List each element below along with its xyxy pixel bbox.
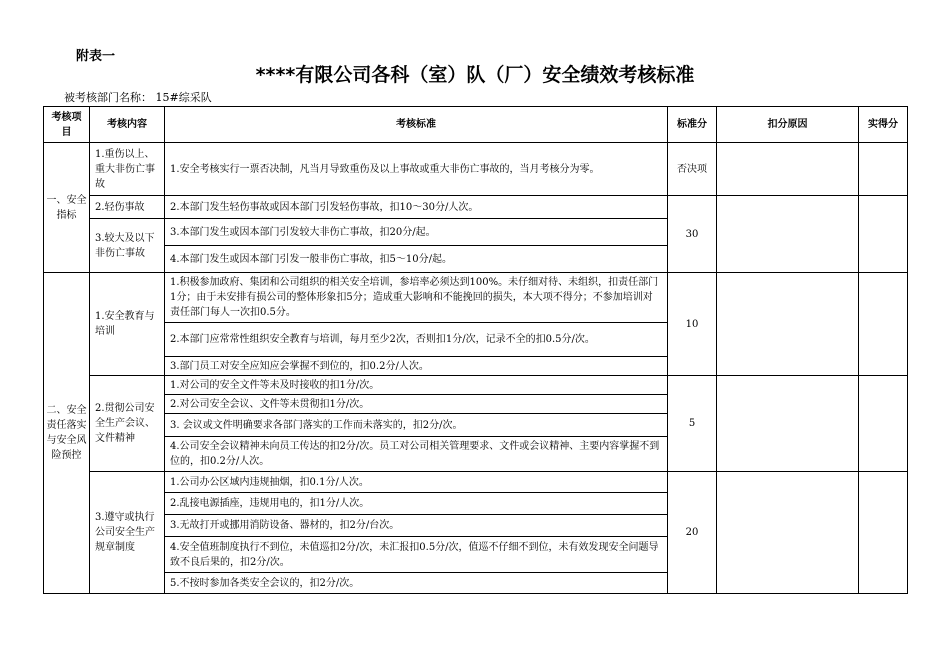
standard-cell: 1.对公司的安全文件等未及时接收的扣1分/次。 (165, 376, 668, 395)
standard-cell: 3. 会议或文件明确要求各部门落实的工作而未落实的，扣2分/次。 (165, 414, 668, 437)
actual-cell[interactable] (859, 143, 908, 196)
standard-cell: 1.积极参加政府、集团和公司组织的相关安全培训，参培率必须达到100%。未仔细对待、未组织，扣责任部门1分；由于未安排有损公司的整体形象扣5分；造成重大影响和不能挽回的损失，本大项不得分；不参加培训对责任部门每人一次扣0.5分。 (165, 273, 668, 323)
standard-cell: 2.本部门发生轻伤事故或因本部门引发轻伤事故，扣10～30分/人次。 (165, 196, 668, 219)
score-cell: 10 (668, 273, 717, 376)
standard-cell: 1.安全考核实行一票否决制，凡当月导致重伤及以上事故或重大非伤亡事故的，当月考核分为零。 (165, 143, 668, 196)
annex-label: 附表一 (76, 49, 116, 64)
header-actual: 实得分 (859, 107, 908, 143)
actual-cell[interactable] (859, 273, 908, 376)
standard-cell: 2.乱接电源插座，违规用电的，扣1分/人次。 (165, 493, 668, 515)
actual-cell[interactable] (859, 196, 908, 273)
category-cell: 一、安全指标 (44, 143, 90, 273)
reason-cell[interactable] (717, 196, 859, 273)
table-row (44, 376, 908, 395)
header-standard: 考核标准 (165, 107, 668, 143)
table-row (44, 196, 908, 219)
score-cell: 20 (668, 472, 717, 594)
standard-cell: 5.不按时参加各类安全会议的，扣2分/次。 (165, 573, 668, 594)
standard-cell: 4.本部门发生或因本部门引发一般非伤亡事故，扣5～10分/起。 (165, 246, 668, 273)
standard-cell: 2.本部门应常常性组织安全教育与培训，每月至少2次，否则扣1分/次，记录不全的扣0.5分/次。 (165, 323, 668, 357)
actual-cell[interactable] (859, 376, 908, 472)
standard-cell: 3.本部门发生或因本部门引发较大非伤亡事故，扣20分/起。 (165, 219, 668, 246)
table-row (44, 273, 908, 323)
standard-cell: 4.公司安全会议精神未向员工传达的扣2分/次。员工对公司相关管理要求、文件或会议精神、主要内容掌握不到位的，扣0.2分/人次。 (165, 437, 668, 472)
content-cell: 1.重伤以上、重大非伤亡事故 (90, 143, 165, 196)
header-score: 标准分 (668, 107, 717, 143)
table-row (44, 472, 908, 493)
content-cell: 3.遵守或执行公司安全生产规章制度 (90, 472, 165, 594)
standard-cell: 2.对公司安全会议、文件等未贯彻扣1分/次。 (165, 395, 668, 414)
department-name: 被考核部门名称： 15#综采队 (64, 91, 212, 104)
header-category: 考核项目 (44, 107, 90, 143)
score-cell: 30 (668, 196, 717, 273)
standard-cell: 3.部门员工对安全应知应会掌握不到位的，扣0.2分/人次。 (165, 357, 668, 376)
actual-cell[interactable] (859, 472, 908, 594)
score-cell: 5 (668, 376, 717, 472)
reason-cell[interactable] (717, 376, 859, 472)
score-cell: 否决项 (668, 143, 717, 196)
reason-cell[interactable] (717, 472, 859, 594)
content-cell: 1.安全教育与培训 (90, 273, 165, 376)
assessment-table (43, 106, 908, 594)
category-cell: 二、安全责任落实与安全风险预控 (44, 273, 90, 594)
header-content: 考核内容 (90, 107, 165, 143)
document-title: ****有限公司各科（室）队（厂）安全绩效考核标准 (255, 64, 695, 86)
standard-cell: 3.无故打开或挪用消防设备、器材的，扣2分/台次。 (165, 515, 668, 537)
reason-cell[interactable] (717, 273, 859, 376)
reason-cell[interactable] (717, 143, 859, 196)
content-cell: 2.贯彻公司安全生产会议、文件精神 (90, 376, 165, 472)
header-reason: 扣分原因 (717, 107, 859, 143)
standard-cell: 1.公司办公区域内违规抽烟，扣0.1分/人次。 (165, 472, 668, 493)
standard-cell: 4.安全值班制度执行不到位，未值巡扣2分/次，未汇报扣0.5分/次，值巡不仔细不到位，未有效发现安全问题导致不良后果的，扣2分/次。 (165, 537, 668, 573)
table-row (44, 143, 908, 196)
content-cell: 3.较大及以下非伤亡事故 (90, 219, 165, 273)
content-cell: 2.轻伤事故 (90, 196, 165, 219)
